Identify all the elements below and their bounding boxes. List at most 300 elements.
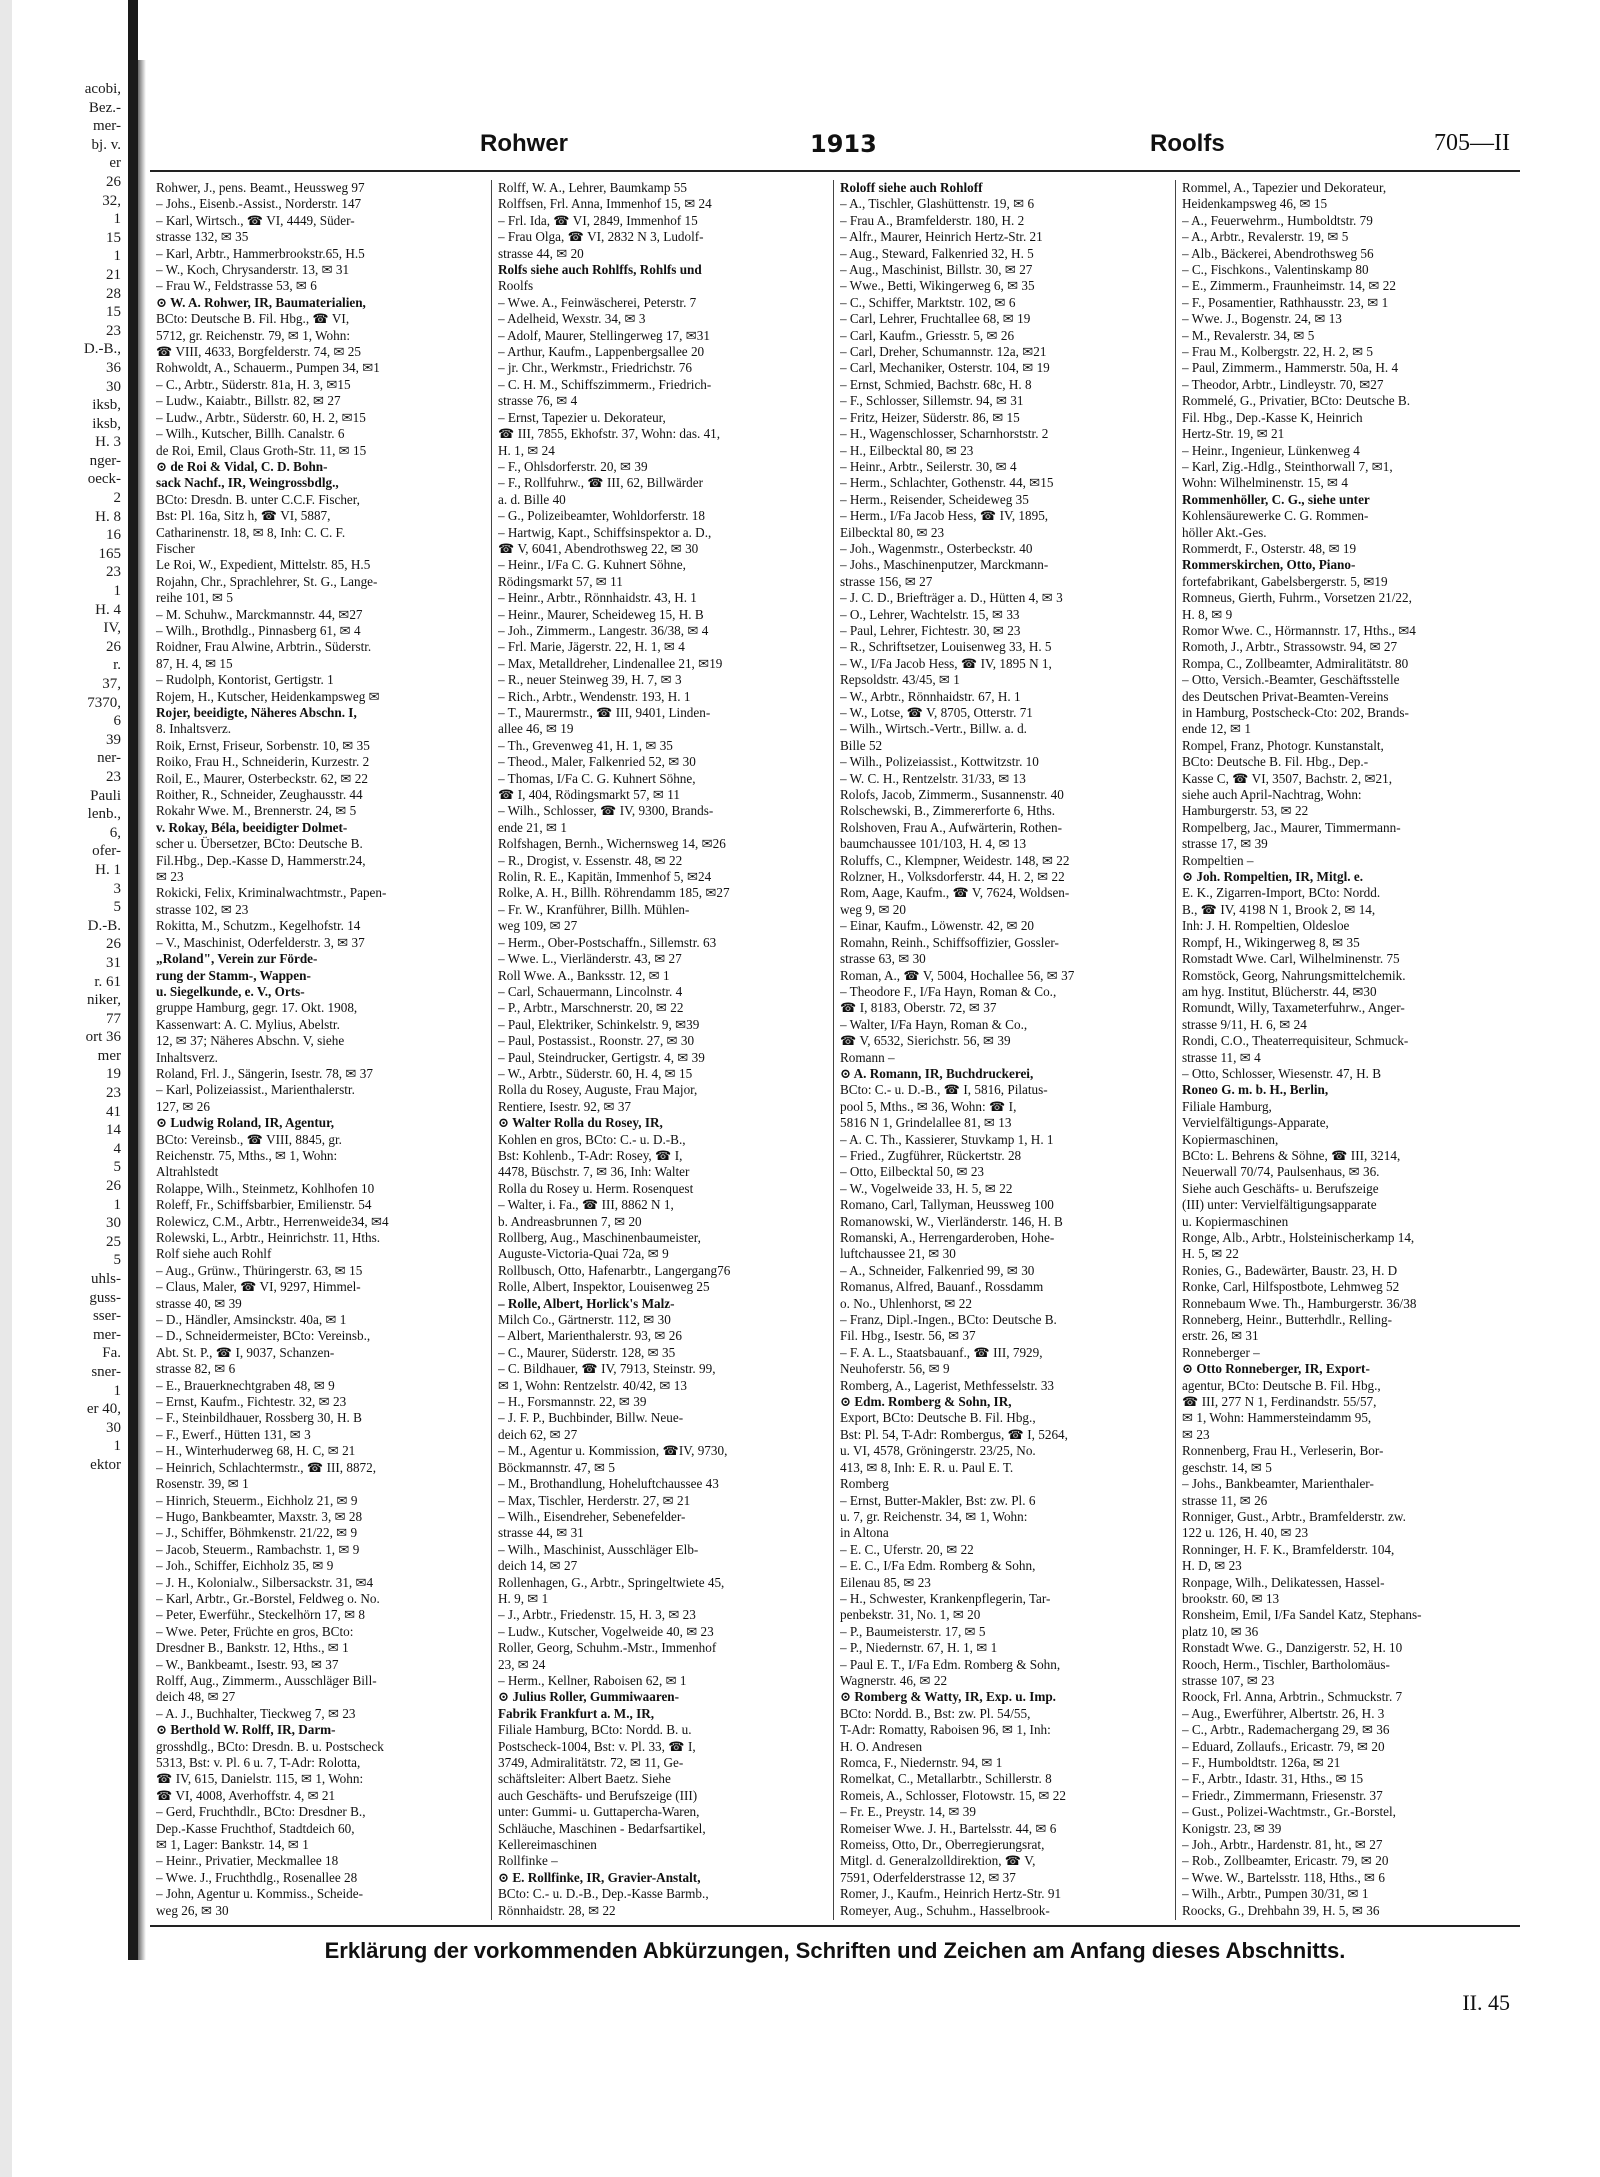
directory-entry: – Paul, Elektriker, Schinkelstr. 9, ✉39	[498, 1016, 700, 1032]
directory-entry: ☎ I, 404, Rödingsmarkt 57, ✉ 11	[498, 787, 680, 803]
directory-entry: – R., Schriftsetzer, Louisenweg 33, H. 5	[840, 639, 1052, 655]
sheet-mark: II. 45	[1462, 1990, 1510, 2015]
previous-page-fragment: r.	[113, 657, 121, 674]
directory-entry: – Frl. Ida, ☎ VI, 2849, Immenhof 15	[498, 212, 698, 228]
directory-entry: deich 62, ✉ 27	[498, 1426, 578, 1442]
directory-entry: – John, Agentur u. Kommiss., Scheide-	[156, 1886, 363, 1902]
directory-entry: Roluffs, C., Klempner, Weidestr. 148, ✉ 22	[840, 852, 1070, 868]
directory-entry: Rollfinke –	[498, 1853, 558, 1869]
directory-entry: – Carl, Mechaniker, Osterstr. 104, ✉ 19	[840, 360, 1050, 376]
directory-entry: – Heinrich, Schlachtermstr., ☎ III, 8872,	[156, 1459, 377, 1475]
directory-entry: – Max, Metalldreher, Lindenallee 21, ✉19	[498, 655, 723, 671]
directory-entry: – W., Bankbeamt., Isestr. 93, ✉ 37	[156, 1656, 339, 1672]
directory-entry: ⊙ Otto Ronneberger, IR, Export-	[1182, 1361, 1370, 1377]
directory-entry: – Alb., Bäckerei, Abendrothsweg 56	[1182, 245, 1374, 261]
directory-entry: strasse 102, ✉ 23	[156, 901, 249, 917]
directory-entry: H. 1, ✉ 24	[498, 442, 555, 458]
directory-entry: – Rudolph, Kontorist, Gertigstr. 1	[156, 672, 334, 688]
directory-entry: ⊙ Joh. Rompeltien, IR, Mitgl. e.	[1182, 869, 1364, 885]
directory-entry: – Otto, Schlosser, Wiesenstr. 47, H. B	[1182, 1065, 1382, 1081]
directory-entry: erstr. 26, ✉ 31	[1182, 1328, 1259, 1344]
directory-entry: strasse 132, ✉ 35	[156, 229, 249, 245]
directory-entry: Rolke, A. H., Billh. Röhrendamm 185, ✉27	[498, 885, 730, 901]
directory-entry: BCto: Dresdn. B. unter C.C.F. Fischer,	[156, 491, 360, 507]
directory-entry: Konigstr. 23, ✉ 39	[1182, 1820, 1282, 1836]
directory-entry: Rolfs siehe auch Rohlffs, Rohlfs und	[498, 262, 702, 278]
previous-page-fragment: 19	[106, 1066, 121, 1083]
header-year: 1913	[810, 130, 877, 158]
directory-entry: – Thomas, I/Fa C. G. Kuhnert Söhne,	[498, 770, 696, 786]
directory-entry: Rompf, H., Wikingerweg 8, ✉ 35	[1182, 934, 1360, 950]
directory-entry: Romeis, A., Schlosser, Flotowstr. 15, ✉ 22	[840, 1787, 1066, 1803]
directory-entry: Rommerdt, F., Osterstr. 48, ✉ 19	[1182, 540, 1357, 556]
directory-entry: – W., I/Fa Jacob Hess, ☎ IV, 1895 N 1,	[840, 655, 1052, 671]
previous-page-fragment: 23	[106, 1085, 121, 1102]
directory-entry: Rolla du Rosey u. Herm. Rosenquest	[498, 1180, 694, 1196]
directory-entry: höller Akt.-Ges.	[1182, 524, 1267, 540]
directory-entry: Rommerskirchen, Otto, Piano-	[1182, 557, 1356, 573]
previous-page-fragment: 15	[106, 229, 121, 246]
directory-entry: – Ernst, Kaufm., Fichtestr. 32, ✉ 23	[156, 1394, 347, 1410]
directory-entry: Ronstadt Wwe. G., Danzigerstr. 52, H. 10	[1182, 1640, 1403, 1656]
directory-entry: – Alfr., Maurer, Heinrich Hertz-Str. 21	[840, 229, 1043, 245]
previous-page-fragment: 31	[106, 954, 121, 971]
directory-entry: – Johs., Bankbeamter, Marienthaler-	[1182, 1476, 1374, 1492]
directory-entry: Bille 52	[840, 737, 883, 753]
directory-entry: ☎ IV, 615, Danielstr. 115, ✉ 1, Wohn:	[156, 1771, 364, 1787]
directory-entry: ✉ 23	[1182, 1426, 1210, 1442]
directory-entry: – M., Brothandlung, Hoheluftchaussee 43	[498, 1476, 719, 1492]
directory-entry: Rommel, A., Tapezier und Dekorateur,	[1182, 180, 1387, 195]
previous-page-fragment: acobi,	[84, 81, 121, 97]
directory-entry: strasse 44, ✉ 20	[498, 245, 584, 261]
directory-entry: – Th., Grevenweg 41, H. 1, ✉ 35	[498, 737, 673, 753]
directory-entry: – Eduard, Zollaufs., Ericastr. 79, ✉ 20	[1182, 1738, 1385, 1754]
directory-entry: u. VI, 4578, Gröningerstr. 23/25, No.	[840, 1443, 1036, 1459]
previous-page-fragment: sser-	[92, 1308, 121, 1325]
previous-page-fragment: er	[109, 155, 121, 172]
directory-entry: – Carl, Dreher, Schumannstr. 12a, ✉21	[840, 344, 1047, 360]
directory-entry: Roleff, Fr., Schiffsbarbier, Emilienstr. 54	[156, 1197, 372, 1213]
previous-page-fragment: 25	[106, 1233, 121, 1250]
directory-entry: 5712, gr. Reichenstr. 79, ✉ 1, Wohn:	[156, 327, 350, 343]
directory-entry: – C. Bildhauer, ☎ IV, 7913, Steinstr. 99,	[498, 1361, 716, 1377]
directory-entry: strasse 40, ✉ 39	[156, 1295, 242, 1311]
directory-entry: – Gust., Polizei-Wachtmstr., Gr.-Borstel,	[1182, 1804, 1396, 1820]
previous-page-fragment: 4	[113, 1140, 121, 1157]
directory-entry: Rokicki, Felix, Kriminalwachtmstr., Papen-	[156, 885, 387, 901]
directory-entry: u. 7, gr. Reichenstr. 34, ✉ 1, Wohn:	[840, 1508, 1028, 1524]
previous-page-fragment: 26	[106, 1178, 121, 1195]
directory-entry: – Paul E. T., I/Fa Edm. Romberg & Sohn,	[840, 1656, 1061, 1672]
directory-entry: – F., Arbtr., Idastr. 31, Hths., ✉ 15	[1182, 1771, 1364, 1787]
previous-page-fragment: 7370,	[87, 694, 121, 711]
directory-entry: – H., Forsmannstr. 22, ✉ 39	[498, 1394, 647, 1410]
book-gutter	[128, 0, 138, 1960]
directory-entry: Ronninger, H. F. K., Bramfelderstr. 104,	[1182, 1541, 1395, 1557]
directory-entry: – C. H. M., Schiffszimmerm., Friedrich-	[498, 376, 712, 392]
directory-entry: – Arthur, Kaufm., Lappenbergsallee 20	[498, 344, 705, 360]
directory-columns	[150, 180, 1520, 1920]
directory-entry: – Wilh., Eisendreher, Sebenefelder-	[498, 1508, 686, 1524]
directory-entry: Inhaltsverz.	[156, 1049, 218, 1065]
previous-page-fragment: 41	[106, 1103, 121, 1120]
directory-entry: – R., neuer Steinweg 39, H. 7, ✉ 3	[498, 672, 682, 688]
directory-entry: Romer, J., Kaufm., Heinrich Hertz-Str. 91	[840, 1886, 1062, 1902]
directory-entry: strasse 82, ✉ 6	[156, 1361, 236, 1377]
directory-entry: Roll Wwe. A., Banksstr. 12, ✉ 1	[498, 967, 670, 983]
directory-entry: – Aug., Ewerführer, Albertstr. 26, H. 3	[1182, 1705, 1385, 1721]
previous-page-fragment: iksb,	[92, 415, 121, 432]
directory-entry: – Carl, Kaufm., Griesstr. 5, ✉ 26	[840, 327, 1015, 343]
directory-entry: Ronniger, Gust., Arbtr., Bramfelderstr. zw.	[1182, 1508, 1406, 1524]
directory-entry: Roidner, Frau Alwine, Arbtrin., Süderstr.	[156, 639, 372, 655]
directory-entry: – Peter, Ewerführ., Steckelhörn 17, ✉ 8	[156, 1607, 366, 1623]
directory-entry: – Karl, Wirtsch., ☎ VI, 4449, Süder-	[156, 212, 355, 228]
previous-page-fragment: oeck-	[87, 471, 121, 488]
previous-page-fragment: Pauli	[90, 787, 121, 804]
directory-entry: Fil. Hbg., Isestr. 56, ✉ 37	[840, 1328, 976, 1344]
directory-entry: scher u. Übersetzer, BCto: Deutsche B.	[156, 836, 363, 852]
directory-entry: Romberg, A., Lagerist, Methfesselstr. 33	[840, 1377, 1055, 1393]
directory-entry: – A., Schneider, Falkenried 99, ✉ 30	[840, 1262, 1035, 1278]
directory-entry: u. Siegelkunde, e. V., Orts-	[156, 983, 305, 999]
directory-entry: ☎ VI, 4008, Averhoffstr. 4, ✉ 21	[156, 1787, 336, 1803]
directory-entry: – Frl. Marie, Jägerstr. 22, H. 1, ✉ 4	[498, 639, 685, 655]
directory-entry: Rollbusch, Otto, Hafenarbtr., Langergang76	[498, 1262, 731, 1278]
directory-page	[150, 130, 1520, 2015]
directory-entry: Romstadt Wwe. Carl, Wilhelminenstr. 75	[1182, 951, 1400, 967]
directory-entry: v. Rokay, Béla, beeidigter Dolmet-	[156, 819, 348, 835]
directory-entry: Rolla du Rosey, Auguste, Frau Major,	[498, 1082, 698, 1098]
directory-entry: BCto: C.- u. D.-B., Dep.-Kasse Barmb.,	[498, 1886, 709, 1902]
directory-entry: Romoth, J., Arbtr., Strassowstr. 94, ✉ 27	[1182, 639, 1398, 655]
directory-entry: E. K., Zigarren-Import, BCto: Nordd.	[1182, 885, 1381, 901]
directory-entry: – Karl, Arbtr., Hammerbrookstr.65, H.5	[156, 245, 365, 261]
directory-entry: Roloff siehe auch Rohloff	[840, 180, 983, 195]
directory-entry: – V., Maschinist, Oderfelderstr. 3, ✉ 37	[156, 934, 365, 950]
previous-page-fragment: 1	[113, 1382, 121, 1399]
directory-entry: – Max, Tischler, Herderstr. 27, ✉ 21	[498, 1492, 691, 1508]
directory-entry: Kassenwart: A. C. Mylius, Abelstr.	[156, 1016, 340, 1032]
directory-entry: agentur, BCto: Deutsche B. Fil. Hbg.,	[1182, 1377, 1381, 1393]
directory-entry: Kohlensäurewerke C. G. Rommen-	[1182, 508, 1369, 524]
directory-entry: rung der Stamm-, Wappen-	[156, 967, 311, 983]
directory-entry: – W. C. H., Rentzelstr. 31/33, ✉ 13	[840, 770, 1026, 786]
footer-note: Erklärung der vorkommenden Abkürzungen, Schriften und Zeichen am Anfang dieses Abschnitts.	[324, 1938, 1346, 1963]
directory-entry: ☎ V, 6532, Sierichstr. 56, ✉ 39	[840, 1033, 1011, 1049]
directory-entry: Roock, Frl. Anna, Arbtrin., Schmuckstr. 7	[1182, 1689, 1403, 1705]
directory-entry: ⊙ Julius Roller, Gummiwaaren-	[498, 1689, 680, 1705]
directory-entry: Romor Wwe. C., Hörmannstr. 17, Hths., ✉4	[1182, 622, 1416, 638]
directory-entry: – F., Humboldtstr. 126a, ✉ 21	[1182, 1755, 1341, 1770]
directory-entry: Hertz-Str. 19, ✉ 21	[1182, 426, 1285, 442]
directory-entry: Abt. St. P., ☎ I, 9037, Schanzen-	[156, 1344, 335, 1360]
directory-entry: Bst: Pl. 16a, Sitz h, ☎ VI, 5887,	[156, 508, 331, 524]
directory-entry: ☎ III, 7855, Ekhofstr. 37, Wohn: das. 41,	[498, 426, 721, 442]
directory-entry: Roller, Georg, Schuhm.-Mstr., Immenhof	[498, 1640, 717, 1656]
directory-entry: – jr. Chr., Werkmstr., Friedrichstr. 76	[498, 360, 692, 376]
directory-entry: Siehe auch Geschäfts- u. Berufszeige	[1182, 1180, 1379, 1196]
directory-entry: Bst: Kohlenb., T-Adr: Rosey, ☎ I,	[498, 1147, 683, 1163]
directory-entry: Rollberg, Aug., Maschinenbaumeister,	[498, 1230, 701, 1245]
directory-entry: grosshdlg., BCto: Dresdn. B. u. Postscheck	[156, 1738, 384, 1754]
directory-entry: – C., Schiffer, Marktstr. 102, ✉ 6	[840, 294, 1016, 310]
directory-entry: Rolofs, Jacob, Zimmerm., Susannenstr. 40	[840, 787, 1064, 803]
directory-entry: Altrahlstedt	[156, 1164, 219, 1180]
directory-entry: – Paul, Steindrucker, Gertigstr. 4, ✉ 39	[498, 1049, 705, 1065]
previous-page-fragment: 30	[106, 1215, 121, 1232]
directory-entry: platz 10, ✉ 36	[1182, 1623, 1259, 1639]
previous-page-fragment: uhls-	[91, 1271, 121, 1287]
previous-page-fragment: guss-	[89, 1289, 121, 1306]
directory-entry: – J. F. P., Buchbinder, Billw. Neue-	[498, 1410, 684, 1426]
directory-entry: – Adelheid, Wexstr. 34, ✉ 3	[498, 311, 646, 327]
directory-entry: – Karl, Arbtr., Gr.-Borstel, Feldweg o. No.	[156, 1590, 380, 1606]
directory-entry: deich 14, ✉ 27	[498, 1558, 578, 1574]
directory-entry: Inh: J. H. Rompeltien, Oldesloe	[1182, 918, 1350, 934]
directory-entry: – J., Arbtr., Friedenstr. 15, H. 3, ✉ 23	[498, 1607, 696, 1623]
column-4	[1176, 180, 1518, 1920]
previous-page-fragment: r. 61	[94, 973, 121, 990]
directory-entry: – Theodor, Arbtr., Lindleystr. 70, ✉27	[1182, 376, 1384, 392]
previous-page-fragment: IV,	[103, 620, 121, 637]
directory-entry: – Fried., Zugführer, Rückertstr. 28	[840, 1147, 1022, 1163]
previous-page-fragment: 14	[106, 1122, 121, 1139]
directory-entry: – Aug., Maschinist, Billstr. 30, ✉ 27	[840, 262, 1033, 278]
directory-entry: – Wilh., Kutscher, Billh. Canalstr. 6	[156, 426, 345, 442]
directory-entry: Romahn, Reinh., Schiffsoffizier, Gossler-	[840, 934, 1059, 950]
directory-entry: – D., Händler, Amsinckstr. 40a, ✉ 1	[156, 1312, 347, 1328]
directory-entry: ✉ 1, Lager: Bankstr. 14, ✉ 1	[156, 1837, 309, 1853]
directory-entry: Rooch, Herm., Tischler, Bartholomäus-	[1182, 1656, 1390, 1672]
directory-entry: – Fr. W., Kranführer, Billh. Mühlen-	[498, 901, 690, 917]
directory-entry: Rompelberg, Jac., Maurer, Timmermann-	[1182, 819, 1401, 835]
directory-entry: Neuerwall 70/74, Paulsenhaus, ✉ 36.	[1182, 1164, 1380, 1180]
directory-entry: Filiale Hamburg, BCto: Nordd. B. u.	[498, 1722, 692, 1738]
directory-entry: Ronpage, Wilh., Delikatessen, Hassel-	[1182, 1574, 1385, 1590]
directory-entry: Rönnhaidstr. 28, ✉ 22	[498, 1902, 616, 1918]
directory-entry: – C., Maurer, Süderstr. 128, ✉ 35	[498, 1344, 676, 1360]
directory-entry: – F., Ewerf., Hütten 131, ✉ 3	[156, 1426, 311, 1442]
directory-entry: Romano, Carl, Tallyman, Heussweg 100	[840, 1197, 1054, 1213]
directory-entry: 87, H. 4, ✉ 15	[156, 655, 233, 671]
directory-entry: ☎ I, 8183, Oberstr. 72, ✉ 37	[840, 1000, 997, 1016]
directory-entry: Rojer, beeidigte, Näheres Abschn. I,	[156, 705, 357, 720]
directory-entry: Rondi, C.O., Theaterrequisiteur, Schmuck-	[1182, 1033, 1409, 1049]
directory-entry: de Roi, Emil, Claus Groth-Str. 11, ✉ 15	[156, 442, 367, 458]
directory-entry: – Heinr., Privatier, Meckmallee 18	[156, 1853, 339, 1869]
directory-entry: Romanowski, W., Vierländerstr. 146, H. B	[840, 1213, 1063, 1229]
directory-entry: 23, ✉ 24	[498, 1656, 546, 1672]
directory-entry: – Ludw., Arbtr., Süderstr. 60, H. 2, ✉15	[156, 409, 366, 425]
directory-entry: Rolff, Aug., Zimmerm., Ausschläger Bill-	[156, 1672, 377, 1688]
directory-entry: – Frau Olga, ☎ VI, 2832 N 3, Ludolf-	[498, 229, 704, 245]
directory-entry: Rolin, R. E., Kapitän, Immenhof 5, ✉24	[498, 869, 712, 885]
directory-entry: Romberg	[840, 1476, 889, 1492]
directory-entry: – Rich., Arbtr., Wendenstr. 193, H. 1	[498, 688, 691, 704]
directory-entry: Kellereimaschinen	[498, 1837, 597, 1853]
directory-entry: baumchaussee 101/103, H. 4, ✉ 13	[840, 836, 1027, 852]
previous-page-fragment: 32,	[102, 192, 121, 209]
previous-page-fragment: 16	[106, 527, 121, 544]
directory-entry: strasse 63, ✉ 30	[840, 951, 926, 967]
directory-entry: – Herm., Ober-Postschaffn., Sillemstr. 63	[498, 934, 717, 950]
directory-entry: H. 9, ✉ 1	[498, 1590, 549, 1606]
directory-entry: Romeiser Wwe. J. H., Bartelsstr. 44, ✉ 6	[840, 1820, 1057, 1836]
previous-page-fragment: H. 8	[95, 508, 121, 525]
previous-page-fragment: Fa.	[102, 1345, 121, 1362]
directory-entry: 5816 N 1, Grindelallee 81, ✉ 13	[840, 1115, 1012, 1131]
directory-entry: Kasse C, ☎ VI, 3507, Bachstr. 2, ✉21,	[1182, 770, 1393, 786]
directory-entry: – Heinr., I/Fa C. G. Kuhnert Söhne,	[498, 557, 686, 573]
directory-entry	[156, 1919, 485, 1920]
directory-entry: Rolewicz, C.M., Arbtr., Herrenweide34, ✉4	[156, 1213, 389, 1229]
directory-entry: – Paul, Zimmerm., Hammerstr. 50a, H. 4	[1182, 360, 1399, 376]
directory-entry: Ronnebaum Wwe. Th., Hamburgerstr. 36/38	[1182, 1295, 1417, 1311]
directory-entry: strasse 156, ✉ 27	[840, 573, 933, 589]
directory-entry: Ronge, Alb., Arbtr., Holsteinischerkamp 14,	[1182, 1230, 1415, 1245]
directory-entry: ⊙ Walter Rolla du Rosey, IR,	[498, 1115, 663, 1131]
directory-entry: Roik, Ernst, Friseur, Sorbenstr. 10, ✉ 35	[156, 737, 370, 753]
directory-entry: Rolf siehe auch Rohlf	[156, 1246, 272, 1262]
directory-entry: sack Nachf., IR, Weingrossbdlg.,	[156, 475, 339, 491]
directory-entry: – W., Lotse, ☎ V, 8705, Otterstr. 71	[840, 705, 1033, 720]
directory-entry: Hamburgerstr. 53, ✉ 22	[1182, 803, 1309, 819]
directory-entry: strasse 76, ✉ 4	[498, 393, 578, 409]
previous-page-fragment: 1	[113, 1438, 121, 1455]
directory-entry: Romelkat, C., Metallarbtr., Schillerstr. 8	[840, 1771, 1052, 1787]
directory-entry: Rojahn, Chr., Sprachlehrer, St. G., Lange-	[156, 573, 378, 589]
directory-entry: Roland, Frl. J., Sängerin, Isestr. 78, ✉ 37	[156, 1065, 373, 1081]
previous-page-fragment: ektor	[90, 1456, 121, 1473]
previous-page-fragment: H. 3	[95, 434, 121, 451]
directory-entry: – H., Winterhuderweg 68, H. C, ✉ 21	[156, 1443, 356, 1459]
previous-page-fragment: H. 1	[95, 861, 121, 878]
directory-entry: Filiale Hamburg,	[1182, 1098, 1272, 1114]
directory-entry: allee 46, ✉ 19	[498, 721, 574, 737]
directory-entry: H. 5, ✉ 22	[1182, 1246, 1239, 1262]
directory-entry: 12, ✉ 37; Näheres Abschn. V, siehe	[156, 1033, 345, 1049]
directory-entry: – Rolle, Albert, Horlick's Malz-	[498, 1295, 675, 1311]
directory-entry: – Aug., Grünw., Thüringerstr. 63, ✉ 15	[156, 1262, 363, 1278]
previous-page-fragment: H. 4	[95, 601, 121, 618]
directory-entry: Romneus, Gierth, Fuhrm., Vorsetzen 21/22,	[1182, 590, 1412, 606]
directory-entry: – Joh., Arbtr., Hardenstr. 81, ht., ✉ 27	[1182, 1837, 1383, 1853]
directory-entry: Fil. Hbg., Dep.-Kasse K, Heinrich	[1182, 409, 1363, 425]
column-2	[492, 180, 834, 1920]
previous-page-fragment: D.-B.	[87, 917, 121, 934]
directory-entry: – P., Baumeisterstr. 17, ✉ 5	[840, 1623, 986, 1639]
directory-entry: – Wilh., Polizeiassist., Kottwitzstr. 10	[840, 754, 1039, 770]
directory-entry: Rohwoldt, A., Schauerm., Pumpen 34, ✉1	[156, 360, 380, 376]
directory-entry: – G., Polizeibeamter, Wohldorferstr. 18	[498, 508, 705, 524]
directory-entry: Rolschewski, B., Zimmererforte 6, Hths.	[840, 803, 1055, 819]
directory-entry: – F., Posamentier, Rathhausstr. 23, ✉ 1	[1182, 294, 1389, 310]
directory-entry: deich 48, ✉ 27	[156, 1689, 236, 1705]
previous-page-fragment: 77	[106, 1010, 121, 1027]
directory-entry: – W., Koch, Chrysanderstr. 13, ✉ 31	[156, 262, 350, 278]
directory-entry: Romeyer, Aug., Schuhm., Hasselbrook-	[840, 1902, 1050, 1918]
column-1	[150, 180, 492, 1920]
directory-entry: – F., Rollfuhrw., ☎ III, 62, Billwärder	[498, 475, 703, 491]
directory-entry: Milch Co., Gärtnerstr. 112, ✉ 30	[498, 1312, 671, 1328]
directory-entry: Rolewski, L., Arbtr., Heinrichstr. 11, Hths.	[156, 1230, 381, 1245]
directory-entry: ⊙ E. Rollfinke, IR, Gravier-Anstalt,	[498, 1869, 701, 1885]
directory-entry: – H., Schwester, Krankenpflegerin, Tar-	[840, 1590, 1051, 1606]
directory-entry: Rohwer, J., pens. Beamt., Heussweg 97	[156, 180, 365, 195]
directory-entry: 5313, Bst: v. Pl. 6 u. 7, T-Adr: Rolotta,	[156, 1755, 361, 1770]
directory-entry: – Adolf, Maurer, Stellingerweg 17, ✉31	[498, 327, 710, 343]
directory-entry: Romanski, A., Herrengarderoben, Hohe-	[840, 1230, 1055, 1245]
directory-entry: – Johs., Eisenb.-Assist., Norderstr. 147	[156, 196, 362, 212]
directory-entry: – H., Eilbecktal 80, ✉ 23	[840, 442, 974, 458]
directory-entry: Wagnerstr. 46, ✉ 22	[840, 1672, 948, 1688]
directory-entry: – F., Ohlsdorferstr. 20, ✉ 39	[498, 458, 648, 474]
directory-entry: – Frau A., Bramfelderstr. 180, H. 2	[840, 212, 1025, 228]
directory-entry: o. No., Uhlenhorst, ✉ 22	[840, 1295, 972, 1311]
directory-entry: – Einar, Kaufm., Löwenstr. 42, ✉ 20	[840, 918, 1035, 934]
directory-entry: – Wilh., Arbtr., Pumpen 30/31, ✉ 1	[1182, 1886, 1369, 1902]
directory-entry: Rosenstr. 39, ✉ 1	[156, 1476, 249, 1492]
previous-page-sliver	[0, 80, 125, 1960]
directory-entry: Fil.Hbg., Dep.-Kasse D, Hammerstr.24,	[156, 852, 366, 868]
directory-entry: ☎ VIII, 4633, Borgfelderstr. 74, ✉ 25	[156, 344, 361, 360]
directory-entry: Rokahr Wwe. M., Brennerstr. 24, ✉ 5	[156, 803, 357, 819]
directory-entry: – Otto, Versich.-Beamter, Geschäftsstelle	[1182, 672, 1400, 688]
directory-entry: Rolappe, Wilh., Steinmetz, Kohlhofen 10	[156, 1180, 375, 1196]
previous-page-fragment: 28	[106, 285, 121, 302]
directory-entry: des Deutschen Privat-Beamten-Vereins	[1182, 688, 1389, 704]
directory-entry: Rödingsmarkt 57, ✉ 11	[498, 573, 623, 589]
directory-entry: – T., Maurermstr., ☎ III, 9401, Linden-	[498, 705, 711, 720]
previous-page-fragment: 1	[113, 583, 121, 600]
directory-entry: – W., Vogelweide 33, H. 5, ✉ 22	[840, 1180, 1013, 1196]
fold-shadow	[138, 60, 146, 1960]
previous-page-fragment: mer-	[92, 1326, 121, 1343]
directory-entry: Vervielfältigungs-Apparate,	[1182, 1115, 1329, 1131]
directory-entry: ⊙ Ludwig Roland, IR, Agentur,	[156, 1115, 335, 1131]
previous-page-fragment: 165	[98, 545, 121, 562]
header-last-name: Roolfs	[1150, 130, 1225, 157]
previous-page-fragment: 3	[113, 880, 121, 897]
directory-entry: – J. H., Kolonialw., Silbersackstr. 31, ✉4	[156, 1574, 374, 1590]
directory-entry: in Altona	[840, 1525, 889, 1541]
directory-entry: H. 8, ✉ 9	[1182, 606, 1233, 622]
directory-entry: – Fr. E., Preystr. 14, ✉ 39	[840, 1804, 976, 1820]
directory-entry: – Wwe. W., Bartelsstr. 118, Hths., ✉ 6	[1182, 1869, 1385, 1885]
previous-page-fragment: 5	[113, 1159, 121, 1176]
directory-entry: strasse 44, ✉ 31	[498, 1525, 584, 1541]
directory-entry: Fischer	[156, 540, 195, 556]
previous-page-fragment: Bez.-	[88, 99, 121, 116]
directory-entry: Romca, F., Niedernstr. 94, ✉ 1	[840, 1755, 1003, 1770]
previous-page-fragment: 2	[113, 490, 121, 507]
page-header	[150, 130, 1520, 172]
directory-entry: 8. Inhaltsverz.	[156, 721, 232, 737]
directory-entry: ⊙ W. A. Rohwer, IR, Baumaterialien,	[156, 294, 366, 310]
directory-entry: strasse 17, ✉ 39	[1182, 836, 1268, 852]
directory-entry: – Paul, Lehrer, Fichtestr. 30, ✉ 23	[840, 622, 1021, 638]
directory-entry: Rollenhagen, G., Arbtr., Springeltwiete 45,	[498, 1574, 725, 1590]
directory-entry: – F., Schlosser, Sillemstr. 94, ✉ 31	[840, 393, 1024, 409]
directory-entry: – Walter, i. Fa., ☎ III, 8862 N 1,	[498, 1197, 674, 1213]
directory-entry: ⊙ de Roi & Vidal, C. D. Bohn-	[156, 458, 328, 474]
directory-entry: – Hartwig, Kapt., Schiffsinspektor a. D.,	[498, 524, 712, 540]
previous-page-fragment: 1	[113, 1196, 121, 1213]
directory-entry: – Wwe. J., Fruchthdlg., Rosenallee 28	[156, 1869, 358, 1885]
directory-entry: – Theodore F., I/Fa Hayn, Roman & Co.,	[840, 983, 1057, 999]
